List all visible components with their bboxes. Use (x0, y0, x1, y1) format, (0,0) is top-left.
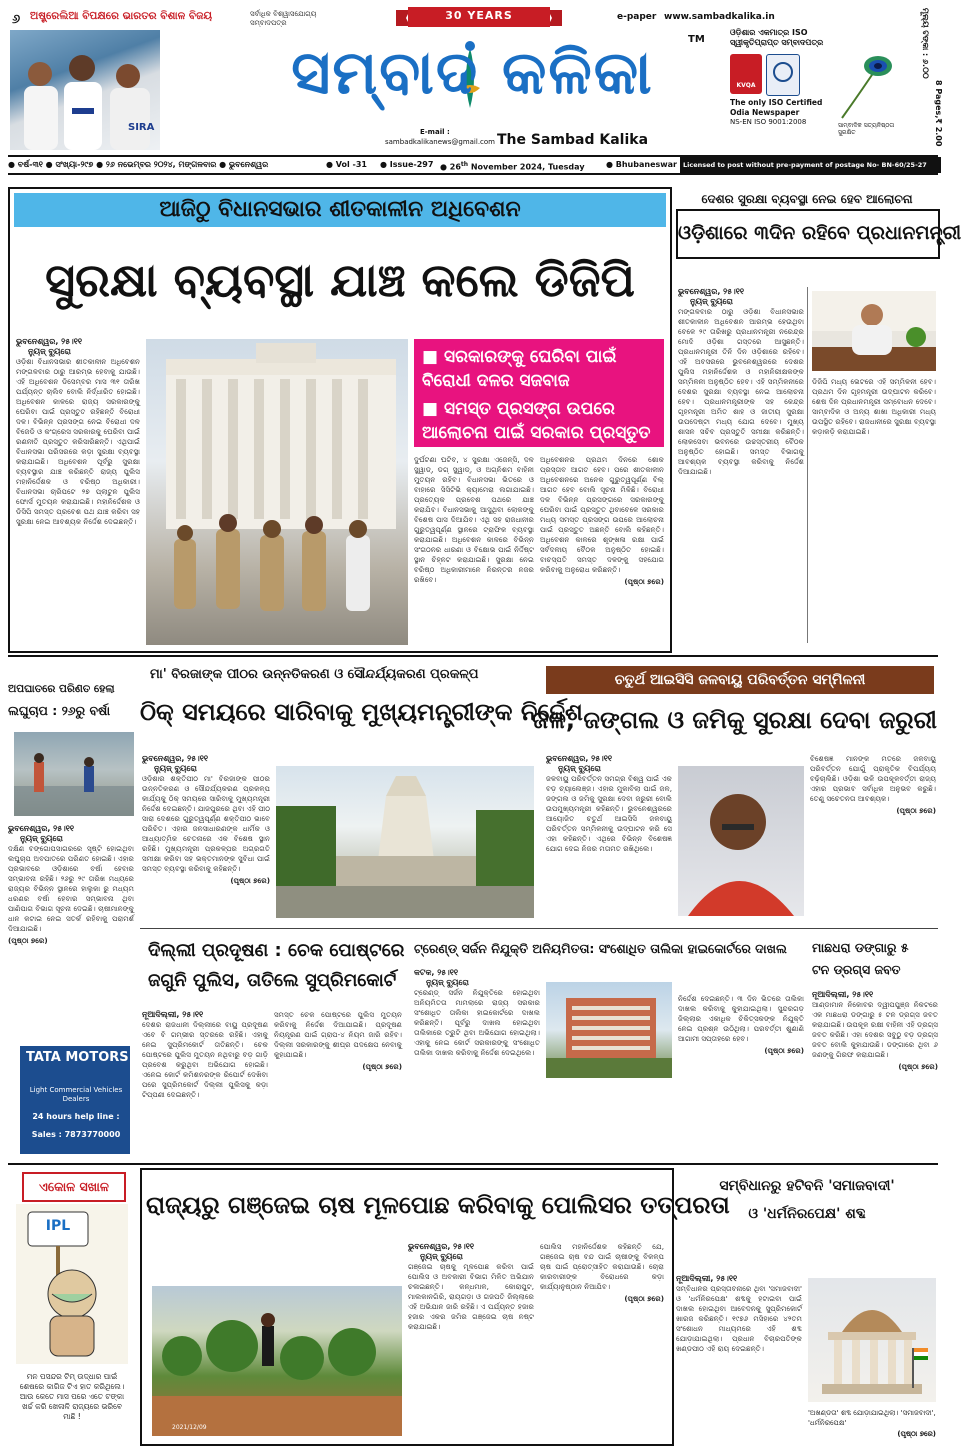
const-body-text: ସମ୍ବିଧାନର ପ୍ରସ୍ତାବନାରେ ଥିବା 'ସମାଜବାଦୀ' ଓ 'ଧର୍ମନିରପେକ୍ଷ' ଶବ୍ଦକୁ ହଟାଇବା ପାଇଁ ଦାଖଲ ହୋଇଥିବା ଆବେଦନକୁ ସୁପ୍ରିମକୋର୍ଟ ଖାରଜ କରିଛନ୍ତି। ୧୯୭୬ ମସିହାରେ ୪୨ତମ ସଂଶୋଧନ ମାଧ୍ୟମରେ ଏହି ଶବ୍ଦ ଯୋଡ଼ାଯାଇଥିଲା। ପ୍ରଧାନ ବିଚାରପତିଙ୍କ ଖଣ୍ଡପୀଠ ଏହି ରାୟ ଦେଇଛନ୍ତି। (676, 1284, 802, 1353)
license-box: Licensed to post without pre-payment of postage No- BN-60/25-27 (680, 157, 941, 173)
delhi-headline-2: ଜଗୁନି ପୁଲିସ, ତାତିଲେ ସୁପ୍ରିମକୋର୍ଟ (148, 970, 397, 991)
jersey-text: SIRA (128, 122, 155, 133)
delhi-continued: (ପୃଷ୍ଠା ୭ରେ) (362, 1062, 402, 1071)
website-link[interactable]: www.sambadkalika.in (664, 12, 775, 22)
drug-continued: (ପୃଷ୍ଠା ୭ରେ) (898, 1062, 938, 1071)
assembly-police-photo (146, 339, 408, 645)
cartoon-box (8, 1168, 134, 1442)
temple-body-text: ଓଡ଼ିଶାର ଶକ୍ତିପୀଠ ମା' ବିରଜାଙ୍କ ପୀଠର ଉନ୍ନତିକରଣ ଓ ସୌନ୍ଦର୍ଯ୍ୟକରଣ ପ୍ରକଳ୍ପ କାର୍ଯ୍ୟକୁ ଠିକ୍ ସମୟରେ ସାରିବାକୁ ମୁଖ୍ୟମନ୍ତ୍ରୀ ନିର୍ଦ୍ଦେଶ ଦେଇଛନ୍ତି। ଯାଜପୁରରେ ଥିବା ଏହି ପୀଠ ସାରା ଦେଶରେ ଗୁରୁତ୍ୱପୂର୍ଣ୍ଣ ଶକ୍ତିପୀଠ ଭାବେ ପରିଚିତ। ଏହାର ଜନସାଧାରଣଙ୍କ ଧାର୍ମିକ ଓ ଆଧ୍ୟାତ୍ମିକ ଚେତନାରେ ଏକ ବିଶେଷ ସ୍ଥାନ ରହିଛି। ମୁଖ୍ୟମନ୍ତ୍ରୀ ପ୍ରକଳ୍ପର ଅଗ୍ରଗତି ସମୀକ୍ଷା କରିବା ସହ ଭକ୍ତମାନଙ୍କ ସୁବିଧା ପାଇଁ ସମସ୍ତ ବ୍ୟବସ୍ଥା କରିବାକୁ କହିଛନ୍ତି। (142, 774, 270, 873)
trademark: TM (688, 34, 705, 45)
lead-headline: ସୁରକ୍ଷା ବ୍ୟବସ୍ଥା ଯାଞ୍ଚ କଲେ ଡିଜିପି (45, 253, 635, 307)
climate-kicker-text: ଚତୁର୍ଥ ଆଇସିସି ଜଳବାୟୁ ପରିବର୍ତ୍ତନ ସମ୍ମିଳନୀ (614, 672, 866, 688)
climate-headline: ଜଳ, ଜଙ୍ଗଲ ଓ ଜମିକୁ ସୁରକ୍ଷା ଦେବା ଜରୁରୀ (532, 706, 938, 734)
lead-col-1 (16, 337, 140, 645)
temple-continued: (ପୃଷ୍ଠା ୭ରେ) (230, 876, 270, 885)
iso-odia: ଓଡ଼ିଶାର ଏକମାତ୍ର ISO ସ୍ୱୀକୃତିପ୍ରାପ୍ତ ସମ୍ବାଦପତ୍ର (730, 28, 824, 47)
cartoon-illustration (16, 1204, 128, 1364)
dateline-bar (8, 155, 938, 175)
pm-body-2-text: ଡିଜିପି ମଧ୍ୟ ଭେଟରେ ଏହି ସମ୍ମିଳନୀ ହେବ। ପ୍ରଥମ ଦିନ ଗୃହମନ୍ତ୍ରୀ ଉଦ୍‌ଘାଟନ କରିବେ। ଶେଷ ଦିନ ପ୍ରଧାନମନ୍ତ୍ରୀ ସମ୍ବୋଧନ ଦେବେ। ସାମ୍ବାଦିକ ଓ ଅନ୍ୟ ଶାଖା ଅଧିକାରୀ ମଧ୍ୟ ଉପସ୍ଥିତ ରହିବେ। ରାଜଧାନୀରେ ସୁରକ୍ଷା ବ୍ୟବସ୍ଥା କଡ଼ାକଡ଼ି କରାଯାଇଛି। (812, 377, 936, 436)
cartoon-title-box (22, 1172, 126, 1202)
drug-story (812, 932, 938, 1160)
climate-body-1 (546, 754, 672, 922)
pm-portrait-photo (812, 291, 936, 371)
cricket-photo (10, 30, 160, 150)
pink-bullet-2: ■ ସମସ୍ତ ପ୍ରସଙ୍ଗ ଉପରେ ଆଲୋଚନା ପାଇଁ ସରକାର ପ୍ରସ୍ତୁତ (422, 399, 651, 443)
kvqa-badge (730, 54, 762, 94)
court-body-text: ଟ୍ରେଣ୍ଡ୍ ସର୍ଜନ ନିଯୁକ୍ତିରେ ହୋଇଥିବା ଅନିୟମିତତା ମାମଲାରେ ରାଜ୍ୟ ସରକାର ସଂଶୋଧିତ ତାଲିକା ହାଇକୋର୍ଟରେ ଦାଖଲ କରିଛନ୍ତି। ପୂର୍ବରୁ ଦାଖଲ ହୋଇଥିବା ତାଲିକାରେ ତ୍ରୁଟି ଥିବା ଅଭିଯୋଗ ହୋଇଥିଲା। ଏହାକୁ ନେଇ କୋର୍ଟ ସରକାରଙ୍କୁ ସଂଶୋଧିତ ତାଲିକା ଦାଖଲ କରିବାକୁ ନିର୍ଦ୍ଦେଶ ଦେଇଥିଲେ। (414, 988, 540, 1057)
court-headline: ଟ୍ରେଣ୍ଡ୍ ସର୍ଜନ ନିଯୁକ୍ତି ଅନିୟମିତତା: ସଂଶୋଧିତ ତାଲିକା ହାଇକୋର୍ଟରେ ଦାଖଲ (414, 941, 787, 956)
tata-line-1: Light Commercial Vehicles Dealers (29, 1086, 123, 1103)
ganja-dateline: ଭୁବନେଶ୍ୱର, ୨୫।୧୧ (408, 1242, 475, 1251)
climate-bureau: ନ୍ୟୁଜ୍ ବ୍ୟୁରୋ (558, 764, 601, 773)
masthead (0, 0, 945, 155)
lead-story (8, 187, 672, 653)
rain-photo (14, 732, 134, 816)
dateline-date-sup: th (460, 161, 469, 168)
rain-dateline: ଭୁବନେଶ୍ୱର, ୨୫।୧୧ (8, 824, 75, 833)
dateline-issue: ● Issue-297 (380, 160, 434, 169)
dateline-vol: ● Vol -31 (326, 160, 367, 169)
court-body-2-text: ନିର୍ଦ୍ଦେଶ ଦେଇଛନ୍ତି। ୩ ଦିନ ଭିତରେ ତାଲିକା ଦାଖଲ କରିବାକୁ କୁହାଯାଇଥିଲା। ସୁନ୍ଦରଗଡ଼ ଜିଲ୍ଲାର ଏକାଧିକ ଚିକିତ୍ସକଙ୍କ ନିଯୁକ୍ତି ନେଇ ପ୍ରଶ୍ନ ଉଠିଥିଲା। ପରବର୍ତ୍ତୀ ଶୁଣାଣି ଆଗାମୀ ସପ୍ତାହରେ ହେବ। (678, 994, 804, 1043)
ear-left-caption: ଅଷ୍ଟ୍ରେଲିଆ ବିପକ୍ଷରେ ଭାରତର ବିଶାଳ ବିଜୟ (30, 10, 212, 22)
rain-bureau: ନ୍ୟୁଜ୍ ବ୍ୟୁରୋ (20, 834, 63, 843)
ganja-headline: ରାଜ୍ୟରୁ ଗଞ୍ଜେଇ ଚାଷ ମୂଳପୋଛ କରିବାକୁ ପୋଲିସର ତତ୍ପରତା (146, 1191, 730, 1219)
rain-kicker: ଅପଘାତରେ ପରିଣତ ହେଲା (8, 683, 115, 695)
court-bureau: ନ୍ୟୁଜ୍ ବ୍ୟୁରୋ (426, 978, 469, 987)
const-continued: (ପୃଷ୍ଠା ୭ରେ) (897, 1430, 936, 1438)
court-story (410, 932, 806, 1160)
temple-body-1 (142, 754, 270, 922)
delhi-body-2-text: ସମସ୍ତ ଚେକ ପୋଷ୍ଟରେ ପୁଲିସ ମୁତୟନ କରିବାକୁ ନିର୍ଦ୍ଦେଶ ଦିଆଯାଇଛି। ପ୍ରଦୂଷଣ ନିୟନ୍ତ୍ରଣ ପାଇଁ ଗ୍ରାପ-୪ ନିୟମ ଜାରି ରହିବ। ଦିଲ୍ଲୀ ସରକାରଙ୍କୁ ଶୀଘ୍ର ପଦକ୍ଷେପ ନେବାକୁ କୁହାଯାଇଛି। (274, 1010, 402, 1059)
lead-bureau: ନ୍ୟୁଜ୍ ବ୍ୟୁରୋ (28, 347, 71, 356)
climate-body-text: ଜଳବାୟୁ ପରିବର୍ତ୍ତନ ସମଗ୍ର ବିଶ୍ୱ ପାଇଁ ଏକ ବଡ଼ ଚ୍ୟାଲେଞ୍ଜ। ଏହାର ମୁକାବିଲା ପାଇଁ ଜଳ, ଜଙ୍ଗଲ ଓ ଜମିକୁ ସୁରକ୍ଷା ଦେବା ଜରୁରୀ ବୋଲି ଉପମୁଖ୍ୟମନ୍ତ୍ରୀ କହିଛନ୍ତି। ଭୁବନେଶ୍ୱରରେ ଆୟୋଜିତ ଚତୁର୍ଥ ଆଇସିସି ଜଳବାୟୁ ପରିବର୍ତ୍ତନ ସମ୍ମିଳନୀକୁ ଉଦ୍‌ଘାଟନ କରି ସେ ଏହା କହିଛନ୍ତି। ଏଥିରେ ବିଭିନ୍ନ ବିଶେଷଜ୍ଞ ଯୋଗ ଦେଇ ନିଜର ମତାମତ ରଖିଥିଲେ। (546, 774, 672, 853)
tata-line-3: Sales : 7873770000 (31, 1130, 121, 1139)
lead-col-3-text: ଅଧିବେଶନର ପ୍ରଥମ ଦିନରେ ଶୋକ ପ୍ରସ୍ତାବ ଆଗତ ହେବ। ପରେ ଶୀତକାଳୀନ ଅଧିବେଶନରେ ଅନେକ ଗୁରୁତ୍ୱପୂର୍ଣ୍ଣ ବିଲ୍ ଆଗତ ହେବ ବୋଲି ସୂଚନା ମିଳିଛି। ବିରୋଧୀ ଦଳ ବିଭିନ୍ନ ପ୍ରସଙ୍ଗରେ ସରକାରଙ୍କୁ ଘେରିବା ପାଇଁ ପ୍ରସ୍ତୁତ ଥିବାବେଳେ ସରକାର ମଧ୍ୟ ସମସ୍ତ ପ୍ରସଙ୍ଗ ଉପରେ ଆଲୋଚନା ପାଇଁ ପ୍ରସ୍ତୁତ ଅଛନ୍ତି ବୋଲି କହିଛନ୍ତି। ଅଧିବେଶନ କାଳରେ ଶୃଙ୍ଖଳା ରକ୍ଷା ପାଇଁ ସର୍ବଦଳୀୟ ବୈଠକ ଅନୁଷ୍ଠିତ ହୋଇଛି। ବାଚସ୍ପତି ସମସ୍ତ ଦଳଙ୍କୁ ସହଯୋଗ କରିବାକୁ ଅନୁରୋଧ କରିଛନ୍ତି। (540, 455, 664, 574)
temple-bureau: ନ୍ୟୁଜ୍ ବ୍ୟୁରୋ (154, 764, 197, 773)
climate-body-2 (810, 754, 936, 922)
climate-kicker (546, 666, 934, 694)
section-divider (8, 655, 938, 657)
iso-line3: NS-EN ISO 9001:2008 (730, 118, 807, 126)
ganja-photo-stamp: 2021/12/09 (172, 1424, 207, 1431)
supreme-court-photo (808, 1278, 936, 1402)
slogan-left: ସର୍ବାଧିକ ବିଶ୍ୱାସଯୋଗ୍ୟ ସମ୍ବାଦପତ୍ର (250, 10, 317, 27)
kvqa-badge-text: KVQA (736, 82, 756, 89)
pm-headline-box (676, 209, 961, 259)
court-body-2 (678, 994, 804, 1158)
delhi-body-1 (142, 1010, 268, 1158)
const-headline-1: ସମ୍ବିଧାନରୁ ହଟିବନି 'ସମାଜବାଦୀ' (719, 1178, 895, 1194)
drug-body (812, 990, 938, 1158)
cartoon-caption: ମନ ପସନ୍ଦର ଟିମ୍ ଉଦ୍ଧାର ପାଇଁ ଶେଷରେ କାଗିଜ ଟିଏ ହାତ କରିଥିଲେ। ଆଉ କେତେ ମାସ ପରେ ଏତେ ଟଙ୍କା ଖର୍ଚ୍ଚ କରି ଖେଳାଳି ରାଜ୍ୟରେ ଭରିବେ ମାଛି ! (19, 1372, 125, 1421)
delhi-body-2 (274, 1010, 402, 1158)
rain-story (8, 662, 134, 1042)
delhi-dateline: ନୂଆଦିଲ୍ଲୀ, ୨୫।୧୧ (142, 1010, 204, 1019)
pm-kicker: ଦେଶର ସୁରକ୍ଷା ବ୍ୟବସ୍ଥା ନେଇ ହେବ ଆଲୋଚନା (701, 192, 913, 206)
lead-kicker-text: ଆଜିଠୁ ବିଧାନସଭାର ଶୀତକାଳୀନ ଅଧିବେଶନ (159, 197, 521, 222)
cartoon-sign-text: IPL (45, 1218, 71, 1234)
drug-headline-1: ମାଛଧରା ଡଙ୍ଗାରୁ ୫ (812, 940, 909, 955)
constitution-story (676, 1168, 938, 1442)
peacock-feather-icon (832, 50, 892, 120)
lead-kicker (14, 193, 666, 227)
climate-story (532, 662, 938, 924)
iso-line2: Odia Newspaper (730, 108, 800, 117)
accreditation-badge (766, 54, 800, 96)
const-caption: 'ଅଖଣ୍ଡତା' ଶବ୍ଦ ଯୋଡ଼ାଯାଇଥିଲା। 'ସମାଜବାଦୀ', 'ଧର୍ମନିରପେକ୍ଷ' (808, 1409, 936, 1427)
const-body (676, 1274, 802, 1440)
side-price: ମୂଲ୍ୟ ଟଙ୍କା : ୬.୦୦ (921, 8, 930, 79)
temple-dateline: ଭୁବନେଶ୍ୱର, ୨୫।୧୧ (142, 754, 209, 763)
anniversary-ribbon (396, 6, 562, 30)
court-body-1 (414, 968, 540, 1158)
ganja-field-photo (152, 1286, 402, 1436)
delhi-body-text: ଦେଶର ରାଜଧାନୀ ଦିଲ୍ଲୀରେ ବାୟୁ ପ୍ରଦୂଷଣ ଏବେ ବି ଗମ୍ଭୀର ସ୍ତରରେ ରହିଛି। ଏହାକୁ ନେଇ ସୁପ୍ରିମକୋର୍ଟ ତାତିଛନ୍ତି। ଚେକ ପୋଷ୍ଟରେ ପୁଲିସ ମୁତୟନ ନଥିବାରୁ ବଡ଼ ଗାଡ଼ି ପ୍ରବେଶ କରୁଥିବା ଅଭିଯୋଗ ହୋଇଛି। ଏନେଇ କୋର୍ଟ କମିଶନରଙ୍କ ରିପୋର୍ଟ ଦେଖିବା ପରେ ସୁପ୍ରିମକୋର୍ଟ ଦିଲ୍ଲୀ ପୁଲିସକୁ କଡ଼ା ଟିପ୍ପଣୀ ଦେଇଛନ୍ତି। (142, 1020, 268, 1099)
pm-bureau: ନ୍ୟୁଜ୍ ବ୍ୟୁରୋ (690, 297, 733, 306)
iso-line1: The only ISO Certified (730, 98, 823, 107)
lead-continued: (ପୃଷ୍ଠା ୭ରେ) (624, 577, 664, 586)
temple-kicker: ମା' ବିରଜାଙ୍କ ପୀଠର ଉନ୍ନତିକରଣ ଓ ସୌନ୍ଦର୍ଯ୍ୟକରଣ ପ୍ରକଳ୍ପ (150, 667, 479, 682)
drug-body-text: ଆଣ୍ଡାମାନ ନିକୋବର ଦ୍ୱୀପପୁଞ୍ଜ ନିକଟରେ ଏକ ମାଛଧରା ଡଙ୍ଗାରୁ ୫ ଟନ ଡ୍ରଗ୍ସ ଜବତ କରାଯାଇଛି। ଉପକୂଳ ରକ୍ଷୀ ବାହିନୀ ଏହି ଡ୍ରଗ୍ସ ଜବତ କରିଛି। ଏହା ଦେଶର ସବୁଠୁ ବଡ଼ ଡ୍ରଗ୍ସ ଜବତ ବୋଲି କୁହାଯାଉଛି। ଡଙ୍ଗାରେ ଥିବା ୬ ଜଣଙ୍କୁ ଗିରଫ କରାଯାଇଛି। (812, 1000, 938, 1059)
court-dateline: କଟକ, ୨୫।୧୧ (414, 968, 459, 977)
ganja-body-text: ଗଞ୍ଜେଇ ଚାଷକୁ ମୂଳପୋଛ କରିବା ପାଇଁ ପୋଲିସ ଓ ଅବକାରୀ ବିଭାଗ ମିଳିତ ଅଭିଯାନ ଚଳାଇଛନ୍ତି। କନ୍ଧମାଳ, କୋରାପୁଟ, ମାଲକାନଗିରି, ରାୟଗଡ଼ା ଓ ଗଜପତି ଜିଲ୍ଲାରେ ଏହି ଅଭିଯାନ ଜାରି ରହିଛି। ଏ ପର୍ଯ୍ୟନ୍ତ ହଜାର ହଜାର ଏକର ଜମିର ଗଞ୍ଜେଇ ଚାଷ ନଷ୍ଟ କରାଯାଇଛି। (408, 1262, 534, 1331)
delhi-headline-1: ଦିଲ୍ଲୀ ପ୍ରଦୂଷଣ : ଚେକ ପୋଷ୍ଟରେ (148, 940, 405, 961)
pink-bullet-1: ■ ସରକାରଙ୍କୁ ଘେରିବା ପାଇଁ ବିରୋଧୀ ଦଳର ସଜବାଜ (422, 347, 617, 391)
pm-body (678, 287, 804, 643)
epaper-label: e-paper (617, 12, 657, 22)
speaker-portrait-photo (678, 766, 804, 916)
cartoon-title: ଏକୋଳ ସଖାଳ (39, 1179, 109, 1194)
rain-headline: ଲଘୁଚାପ : ୨୬ରୁ ବର୍ଷା (8, 703, 111, 718)
page-number: ୬ (12, 12, 21, 27)
temple-headline: ଠିକ୍ ସମୟରେ ସାରିବାକୁ ମୁଖ୍ୟମନ୍ତ୍ରୀଙ୍କ ନିର୍ଦ୍ଦେଶ (140, 698, 583, 726)
logo (255, 28, 690, 128)
lead-col-1-text: ଓଡ଼ିଶା ବିଧାନସଭାର ଶୀତକାଳୀନ ଅଧିବେଶନ ମଙ୍ଗଳବାର ଠାରୁ ଆରମ୍ଭ ହେବାକୁ ଯାଉଛି। ଏହି ଅଧିବେଶନ ଡିସେମ୍ବର ମାସ ୩୧ ତାରିଖ ପର୍ଯ୍ୟନ୍ତ ଚାଲିବ ବୋଲି ନିର୍ଦ୍ଧାରିତ ହୋଇଛି। ଅଧିବେଶନ କାଳରେ ରାଜ୍ୟ ସରକାରଙ୍କୁ ଘେରିବା ପାଇଁ ପ୍ରସ୍ତୁତ ରହିଛନ୍ତି ବିରୋଧୀ ଦଳ। ବିଭିନ୍ନ ପ୍ରସଙ୍ଗ ନେଇ ବିରୋଧୀ ଦଳ ବିଜେଡି ଓ କଂଗ୍ରେସ ସରକାରକୁ ଘେରିବା ପାଇଁ ରଣନୀତି ପ୍ରସ୍ତୁତ କରିସାରିଛନ୍ତି। ଏଥିପାଇଁ ବିଧାନସଭା ପରିସରରେ କଡ଼ା ସୁରକ୍ଷା ବ୍ୟବସ୍ଥା କରାଯାଇଛି। ଅଧିବେଶନ ପୂର୍ବରୁ ସୁରକ୍ଷା ବ୍ୟବସ୍ଥାର ଯାଞ୍ଚ କରିଛନ୍ତି ରାଜ୍ୟ ପୁଲିସ ମହାନିର୍ଦ୍ଦେଶକ ଓ ବରିଷ୍ଠ ଅଧିକାରୀ। ବିଧାନସଭା ଚାରିପଟେ ୨୭ ପ୍ଲାଟୁନ ପୁଲିସ ଫୋର୍ସ ମୁତୟନ କରାଯାଇଛି। ମହାନିର୍ଦ୍ଦେଶକ ଓ ଡିସିପି ସମସ୍ତ ପ୍ରବେଶ ପଥ ଯାଞ୍ଚ କରିବା ସହ ସୁରକ୍ଷା ନେଇ ଆବଶ୍ୟକ ନିର୍ଦ୍ଦେଶ ଦେଇଛନ୍ତି। (16, 357, 140, 526)
drug-headline-2: ଟନ ଡ୍ରଗ୍ସ ଜବତ (812, 962, 901, 977)
ganja-bureau: ନ୍ୟୁଜ୍ ବ୍ୟୁରୋ (420, 1252, 463, 1261)
climate-continued: (ପୃଷ୍ଠା ୭ରେ) (896, 806, 936, 815)
drug-dateline: ନୂଆଦିଲ୍ଲୀ, ୨୫।୧୧ (812, 990, 874, 999)
tata-brand: TATA MOTORS (26, 1050, 129, 1065)
const-dateline: ନୂଆଦିଲ୍ଲୀ, ୨୫।୧୧ (676, 1274, 738, 1283)
ganja-continued: (ପୃଷ୍ଠା ୭ରେ) (624, 1294, 664, 1303)
const-headline-2: ଓ 'ଧର୍ମନିରପେକ୍ଷ' ଶବ୍ଦ (748, 1206, 866, 1222)
pm-dateline: ଭୁବନେଶ୍ୱର, ୨୫।୧୧ (678, 287, 745, 296)
pm-body-2 (812, 377, 936, 643)
pm-story (676, 187, 961, 649)
dateline-city: ● Bhubaneswar (606, 160, 677, 169)
pm-headline: ଓଡ଼ିଶାରେ ୩ଦିନ ରହିବେ ପ୍ରଧାନମନ୍ତ୍ରୀ (678, 222, 961, 244)
banner-years: 30 YEARS (445, 9, 513, 22)
email-address[interactable]: sambadkalikanews@gmail.com (385, 138, 495, 146)
dateline-date-day: ● 26 (440, 162, 461, 172)
ganja-body-2-text: ପୋଲିସ ମହାନିର୍ଦ୍ଦେଶକ କହିଛନ୍ତି ଯେ, ଗଞ୍ଜେଇ ଚାଷ ବନ୍ଦ ପାଇଁ ଚାଷୀଙ୍କୁ ବିକଳ୍ପ ଚାଷ ପାଇଁ ପ୍ରୋତ୍ସାହିତ କରାଯାଉଛି। ଚୋରା କାରବାରୀଙ୍କ ବିରୋଧରେ କଡ଼ା କାର୍ଯ୍ୟାନୁଷ୍ଠାନ ନିଆଯିବ। (540, 1242, 664, 1291)
english-name: The Sambad Kalika (497, 132, 649, 148)
lead-dateline: ଭୁବନେଶ୍ୱର, ୨୫।୧୧ (16, 337, 83, 346)
delhi-story (140, 932, 404, 1160)
logo-text: ସମ୍ବାଦ କଳିକା (291, 38, 654, 108)
temple-story (140, 662, 583, 924)
rain-continued: (ପୃଷ୍ଠା ୭ରେ) (8, 936, 48, 945)
court-continued: (ପୃଷ୍ଠା ୭ରେ) (764, 1046, 804, 1055)
dateline-date (440, 157, 585, 176)
ganja-body-2 (540, 1242, 664, 1438)
lead-col-2-text: ଦୁର୍ଘଟଣା ଘଟିବ, ୪ ସୁରକ୍ଷା ଏଜେନ୍ସି, ଦଳ ସ୍କ୍ୱାଡ୍, ଡଗ୍ ସ୍କ୍ୱାଡ୍, ଓ ଅଗ୍ନିଶମ ବାହିନୀ ମୁତୟନ ରହିବ। ବିଧାନସଭା ଭିତରେ ଓ ବାହାରେ ସିସିଟିଭି କ୍ୟାମେରା ଲଗାଯାଇଛି। ପ୍ରତ୍ୟେକ ପ୍ରବେଶ ପଥରେ ଯାଞ୍ଚ କରାଯିବ। ବିଧାନସଭାକୁ ଆସୁଥିବା ଲୋକଙ୍କୁ ବିଶେଷ ପାସ ଦିଆଯିବ। ଏଥି ସହ ରାଜଧାନୀର ଗୁରୁତ୍ୱପୂର୍ଣ୍ଣ ସ୍ଥାନରେ ଟ୍ରାଫିକ ବ୍ୟବସ୍ଥା କରାଯାଇଛି। ଅଧିବେଶନ କାଳରେ ବିଭିନ୍ନ ସଂଗଠନର ଧାରଣା ଓ ବିକ୍ଷୋଭ ପାଇଁ ନିର୍ଦ୍ଦିଷ୍ଟ ସ୍ଥାନ ଚିହ୍ନଟ କରାଯାଇଛି। ସୁରକ୍ଷା ନେଇ ବରିଷ୍ଠ ଅଧିକାରୀମାନେ ନିରନ୍ତର ନଜର ରଖିବେ। (414, 455, 534, 584)
tata-motors-ad[interactable] (20, 1046, 130, 1154)
rain-body-text: ଦକ୍ଷିଣ ବଙ୍ଗୋପସାଗରରେ ସୃଷ୍ଟି ହୋଇଥିବା ଲଘୁଚାପ ଅବପାତରେ ପରିଣତ ହୋଇଛି। ଏହାର ପ୍ରଭାବରେ ଓଡ଼ିଶାରେ ବର୍ଷା ହେବାର ସମ୍ଭାବନା ରହିଛି। ୨୬ରୁ ୨୯ ତାରିଖ ମଧ୍ୟରେ ରାଜ୍ୟର ବିଭିନ୍ନ ସ୍ଥାନରେ ହାଲୁକା ରୁ ମଧ୍ୟମ ଧରଣର ବର୍ଷା ହେବାର ସମ୍ଭାବନା ଥିବା ପାଣିପାଗ ବିଭାଗ ସୂଚନା ଦେଇଛି। ଚାଷୀମାନଙ୍କୁ ଧାନ କଟାଇ ନେଇ ସତର୍କ ରହିବାକୁ ପରାମର୍ଶ ଦିଆଯାଇଛି। (8, 844, 134, 933)
dateline-date-rest: November 2024, Tuesday (468, 162, 585, 172)
pm-body-text: ମଙ୍ଗଳବାର ଠାରୁ ଓଡ଼ିଶା ବିଧାନସଭାର ଶୀତକାଳୀନ ଅଧିବେଶନ ଆରମ୍ଭ ହେଉଥିବା ବେଳେ ୨୯ ତାରିଖରୁ ପ୍ରଧାନମନ୍ତ୍ରୀ ନରେନ୍ଦ୍ର ମୋଦି ଓଡ଼ିଶା ଗସ୍ତରେ ଆସୁଛନ୍ତି। ପ୍ରଧାନମନ୍ତ୍ରୀ ତିନି ଦିନ ଓଡ଼ିଶାରେ ରହିବେ। ଏହି ଅବସରରେ ଭୁବନେଶ୍ୱରରେ ଦେଶର ପୁଲିସ ମହାନିର୍ଦ୍ଦେଶକ ଓ ମହାନିରୀକ୍ଷକଙ୍କ ସମ୍ମିଳନୀ ଅନୁଷ୍ଠିତ ହେବ। ଏହି ସମ୍ମିଳନୀରେ ଦେଶର ସୁରକ୍ଷା ବ୍ୟବସ୍ଥା ନେଇ ଆଲୋଚନା ହେବ। ପ୍ରଧାନମନ୍ତ୍ରୀଙ୍କ ସହ କେନ୍ଦ୍ର ଗୃହମନ୍ତ୍ରୀ ଅମିତ ଶାହ ଓ ଜାତୀୟ ସୁରକ୍ଷା ଉପଦେଷ୍ଟା ମଧ୍ୟ ଯୋଗ ଦେବେ। ମୁଖ୍ୟ ଶାସନ ସଚିବ ପ୍ରସ୍ତୁତି ସମୀକ୍ଷା କରିଛନ୍ତି। ଲୋକସେବା ଭବନରେ ଉଚ୍ଚସ୍ତରୀୟ ବୈଠକ ଅନୁଷ୍ଠିତ ହୋଇଛି। ସମସ୍ତ ବିଭାଗକୁ ଆବଶ୍ୟକ ବ୍ୟବସ୍ଥା କରିବାକୁ ନିର୍ଦ୍ଦେଶ ଦିଆଯାଇଛି। (678, 307, 804, 476)
lead-col-3 (540, 455, 664, 645)
rain-body (8, 824, 134, 1042)
side-pages: 8 Pages,₹ 2.00 (934, 80, 943, 147)
tata-line-2: 24 hours help line : (32, 1112, 120, 1121)
ganja-body-1 (408, 1242, 534, 1438)
temple-photo (276, 766, 534, 918)
lead-col-2 (414, 455, 534, 645)
court-building-photo (546, 982, 672, 1078)
climate-body-2-text: ବିଶେଷଜ୍ଞ ମାନଙ୍କ ମତରେ ଜଳବାୟୁ ପରିବର୍ତ୍ତନ ଯୋଗୁଁ ପ୍ରାକୃତିକ ବିପର୍ଯ୍ୟୟ ବଢ଼ିଚାଲିଛି। ଓଡ଼ିଶା ଭଳି ଉପକୂଳବର୍ତ୍ତୀ ରାଜ୍ୟ ଏହାର ପ୍ରଭାବ ସର୍ବାଧିକ ଅନୁଭବ କରୁଛି। ତେଣୁ ସଚେତନତା ଆବଶ୍ୟକ। (810, 754, 936, 803)
climate-dateline: ଭୁବନେଶ୍ୱର, ୨୫।୧୧ (546, 754, 613, 763)
dateline-odia: ● ବର୍ଷ-୩୧ ● ସଂଖ୍ୟା-୨୯୭ ● ୨୬ ନଭେମ୍ବର ୨୦୨୪, ମଙ୍ଗଳବାର ● ଭୁବନେଶ୍ୱର (8, 160, 269, 169)
lead-pink-box (414, 339, 664, 447)
peacock-caption: ସାମ୍ବାଦିକ ସତ୍ୟନିଷ୍ଠତା ସୁରକ୍ଷିତ (838, 122, 895, 136)
email-label: E-mail : (420, 128, 450, 136)
